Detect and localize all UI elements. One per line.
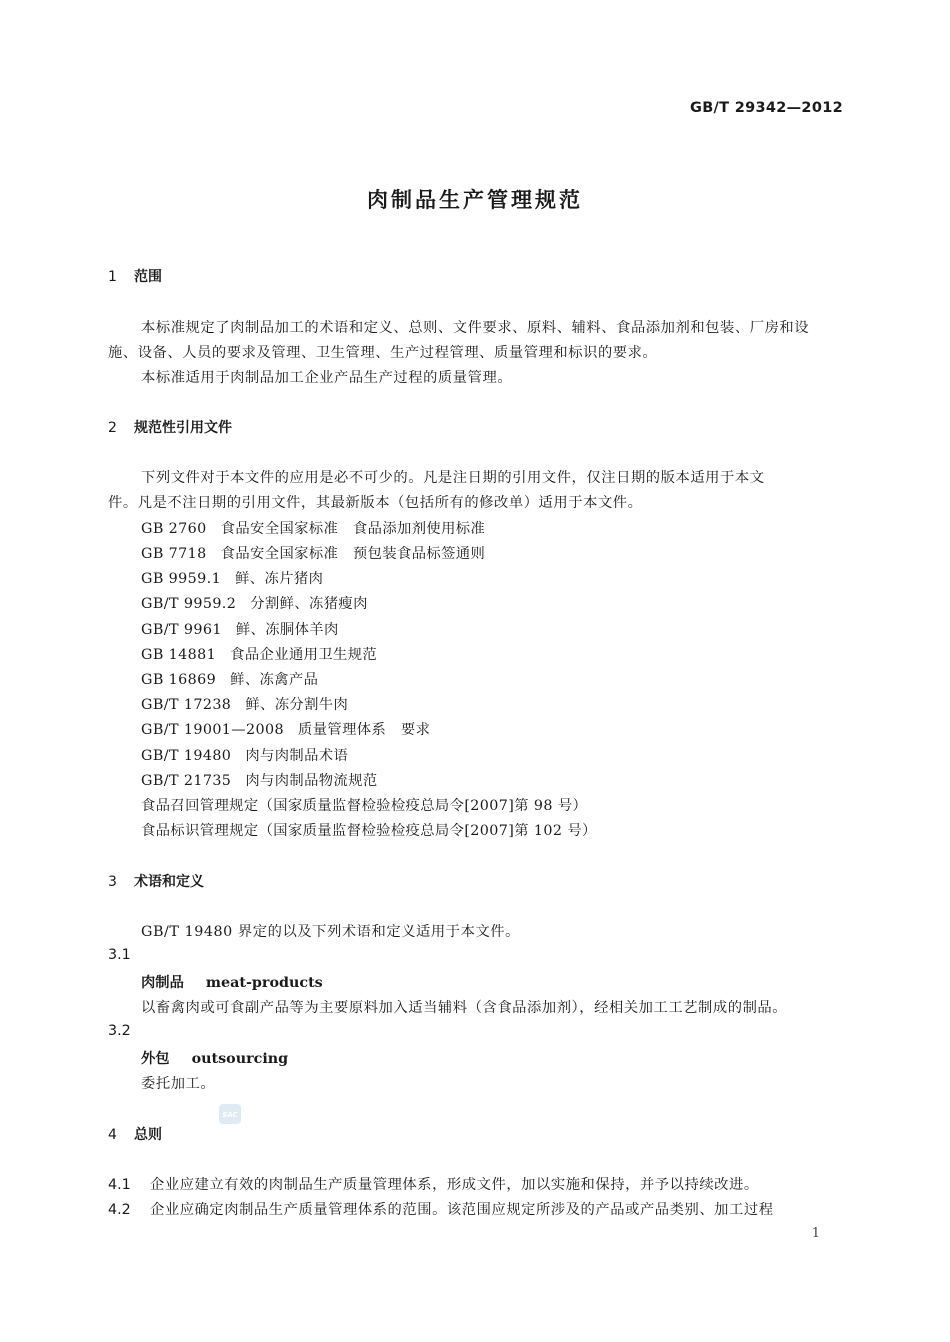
term-cn: 外包 <box>141 1051 170 1067</box>
reference-code: GB 7718 <box>141 546 207 562</box>
reference-item <box>141 770 378 790</box>
reference-item <box>141 719 430 739</box>
reference-item <box>141 694 348 714</box>
reference-title: 食品安全国家标准 食品添加剂使用标准 <box>220 521 486 537</box>
standard-number: GB/T 29342—2012 <box>690 100 843 116</box>
subclause-number: 3.2 <box>108 1023 131 1039</box>
section-2-heading <box>108 417 232 437</box>
section-number: 2 <box>108 420 117 436</box>
reference-title: 鲜、冻禽产品 <box>230 672 319 688</box>
term-en: meat-products <box>205 975 323 991</box>
reference-title: 质量管理体系 要求 <box>298 722 431 738</box>
reference-code: GB/T 9961 <box>141 622 222 638</box>
term-definition: 以畜禽肉或可食副产品等为主要原料加入适当辅料（含食品添加剂），经相关加工工艺制成的制品。 <box>141 1000 788 1016</box>
reference-item <box>141 518 485 538</box>
clause <box>108 1199 774 1219</box>
section-number: 3 <box>108 874 117 890</box>
section-title: 规范性引用文件 <box>134 420 232 436</box>
section-number: 1 <box>108 269 117 285</box>
svg-text:SAC: SAC <box>222 1111 238 1119</box>
reference-item <box>141 644 377 664</box>
clause-text: 企业应建立有效的肉制品生产质量管理体系，形成文件，加以实施和保持，并予以持续改进。 <box>150 1177 759 1193</box>
page-number: 1 <box>811 1226 820 1241</box>
reference-item <box>141 745 348 765</box>
reference-title: 肉与肉制品术语 <box>245 748 349 764</box>
reference-title: 鲜、冻胴体羊肉 <box>235 622 339 638</box>
reference-title: 鲜、冻片猪肉 <box>235 571 324 587</box>
reference-title: 鲜、冻分割牛肉 <box>245 697 349 713</box>
reference-title: 肉与肉制品物流规范 <box>245 773 378 789</box>
reference-code: GB 14881 <box>141 647 217 663</box>
clause-number: 4.1 <box>108 1177 131 1193</box>
reference-title: 食品企业通用卫生规范 <box>230 647 378 663</box>
clause <box>108 1174 759 1194</box>
reference-code: GB/T 19480 <box>141 748 232 764</box>
reference-code: GB/T 17238 <box>141 697 232 713</box>
reference-code: GB/T 9959.2 <box>141 596 237 612</box>
paragraph: 件。凡是不注日期的引用文件，其最新版本（包括所有的修改单）适用于本文件。 <box>108 495 643 511</box>
sac-watermark-logo <box>218 1103 242 1125</box>
paragraph: 下列文件对于本文件的应用是必不可少的。凡是注日期的引用文件，仅注日期的版本适用于本文 <box>141 470 765 486</box>
reference-code: GB/T 19001—2008 <box>141 722 284 738</box>
reference-item <box>141 593 368 613</box>
reference-code: GB 16869 <box>141 672 217 688</box>
section-1-heading <box>108 266 162 286</box>
regulation-item: 食品标识管理规定（国家质量监督检验检疫总局令[2007]第 102 号） <box>141 823 597 839</box>
subclause-number: 3.1 <box>108 947 131 963</box>
term-en: outsourcing <box>191 1051 289 1067</box>
term-definition: 委托加工。 <box>141 1076 216 1092</box>
reference-title: 分割鲜、冻猪瘦肉 <box>250 596 368 612</box>
term-cn: 肉制品 <box>141 975 184 991</box>
clause-number: 4.2 <box>108 1202 131 1218</box>
paragraph: 本标准规定了肉制品加工的术语和定义、总则、文件要求、原料、辅料、食品添加剂和包装、厂房和设 <box>141 320 810 336</box>
clause-text: 企业应确定肉制品生产质量管理体系的范围。该范围应规定所涉及的产品或产品类别、加工过程 <box>150 1202 774 1218</box>
section-3-heading <box>108 871 204 891</box>
reference-code: GB 2760 <box>141 521 207 537</box>
section-title: 范围 <box>134 269 162 285</box>
reference-item <box>141 568 323 588</box>
paragraph: GB/T 19480 界定的以及下列术语和定义适用于本文件。 <box>141 924 520 940</box>
reference-item <box>141 669 318 689</box>
reference-item <box>141 619 339 639</box>
paragraph: 施、设备、人员的要求及管理、卫生管理、生产过程管理、质量管理和标识的要求。 <box>108 345 658 361</box>
reference-code: GB/T 21735 <box>141 773 232 789</box>
paragraph: 本标准适用于肉制品加工企业产品生产过程的质量管理。 <box>141 370 513 386</box>
section-number: 4 <box>108 1127 117 1143</box>
document-title: 肉制品生产管理规范 <box>367 188 583 212</box>
section-title: 术语和定义 <box>134 874 204 890</box>
reference-item <box>141 543 485 563</box>
term-entry <box>141 1048 288 1068</box>
reference-code: GB 9959.1 <box>141 571 222 587</box>
section-title: 总则 <box>134 1127 162 1143</box>
term-entry <box>141 972 323 992</box>
section-4-heading <box>108 1124 162 1144</box>
regulation-item: 食品召回管理规定（国家质量监督检验检疫总局令[2007]第 98 号） <box>141 798 588 814</box>
reference-title: 食品安全国家标准 预包装食品标签通则 <box>220 546 486 562</box>
